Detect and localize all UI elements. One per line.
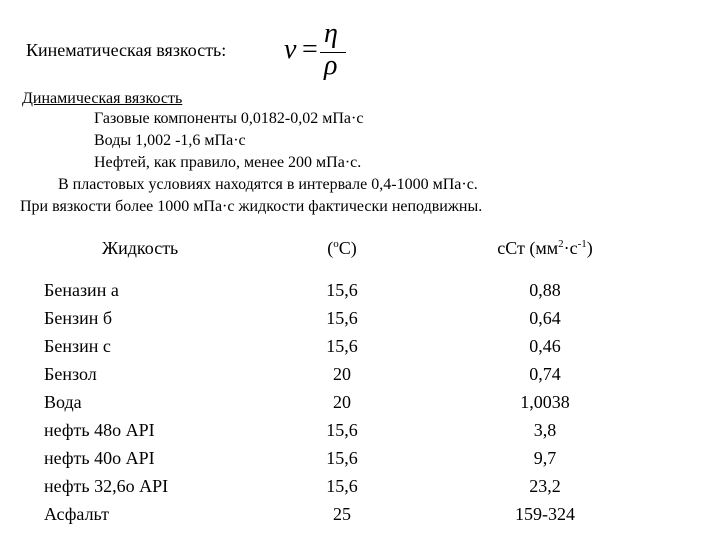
row-liquid: Бензин б	[44, 308, 112, 328]
row-viscosity: 159-324	[515, 504, 575, 524]
water-line: Воды 1,002 -1,6 мПа·с	[94, 132, 246, 149]
formula-nu: ν	[284, 34, 297, 65]
table-row	[0, 364, 720, 392]
row-liquid: Асфальт	[44, 504, 109, 524]
dynamic-viscosity-heading: Динамическая вязкость	[22, 90, 183, 107]
row-liquid: Бензол	[44, 364, 97, 384]
formula-equals: =	[302, 34, 318, 65]
row-liquid: нефть 48о API	[44, 420, 155, 440]
row-viscosity: 0,88	[529, 280, 561, 300]
reservoir-line: В пластовых условиях находятся в интервале 0,4-1000 мПа·с.	[58, 176, 478, 193]
row-temperature: 15,6	[326, 308, 358, 328]
row-viscosity: 3,8	[533, 420, 557, 440]
row-temperature: 15,6	[326, 420, 358, 440]
row-temperature: 20	[333, 364, 351, 384]
table-row	[0, 476, 720, 504]
row-temperature: 15,6	[326, 336, 358, 356]
row-temperature: 15,6	[326, 476, 358, 496]
row-liquid: Беназин а	[44, 280, 119, 300]
row-liquid: Вода	[44, 392, 82, 412]
viscosity-formula	[284, 20, 354, 80]
table-row	[0, 448, 720, 476]
row-liquid: Бензин с	[44, 336, 111, 356]
row-liquid: нефть 40о API	[44, 448, 155, 468]
row-temperature: 15,6	[326, 280, 358, 300]
table-row	[0, 392, 720, 420]
table-row	[0, 280, 720, 308]
row-viscosity: 1,0038	[520, 392, 570, 412]
row-temperature: 15,6	[326, 448, 358, 468]
table-row	[0, 504, 720, 532]
row-viscosity: 0,46	[529, 336, 561, 356]
header-viscosity: сСт $(мм^2\cdot с^{-1})$	[497, 238, 593, 258]
row-viscosity: 0,64	[529, 308, 561, 328]
header-liquid: Жидкость	[102, 238, 179, 258]
table-row	[0, 336, 720, 364]
oil-line: Нефтей, как правило, менее 200 мПа·с.	[94, 154, 362, 171]
kinematic-viscosity-label: Кинематическая вязкость:	[26, 40, 227, 60]
table-row	[0, 420, 720, 448]
row-viscosity: 23,2	[529, 476, 561, 496]
row-viscosity: 0,74	[529, 364, 561, 384]
row-liquid: нефть 32,6о API	[44, 476, 169, 496]
gas-line: Газовые компоненты 0,0182-0,02 мПа·с	[94, 110, 364, 127]
formula-rho: ρ	[324, 50, 338, 81]
row-temperature: 20	[333, 392, 351, 412]
table-header	[0, 238, 720, 266]
row-temperature: 25	[333, 504, 351, 524]
immobile-line: При вязкости более 1000 мПа·с жидкости фактически неподвижны.	[20, 198, 483, 215]
formula-eta: η	[324, 18, 338, 49]
header-temperature: ($^o$C)	[327, 238, 357, 258]
row-viscosity: 9,7	[533, 448, 557, 468]
table-row	[0, 308, 720, 336]
